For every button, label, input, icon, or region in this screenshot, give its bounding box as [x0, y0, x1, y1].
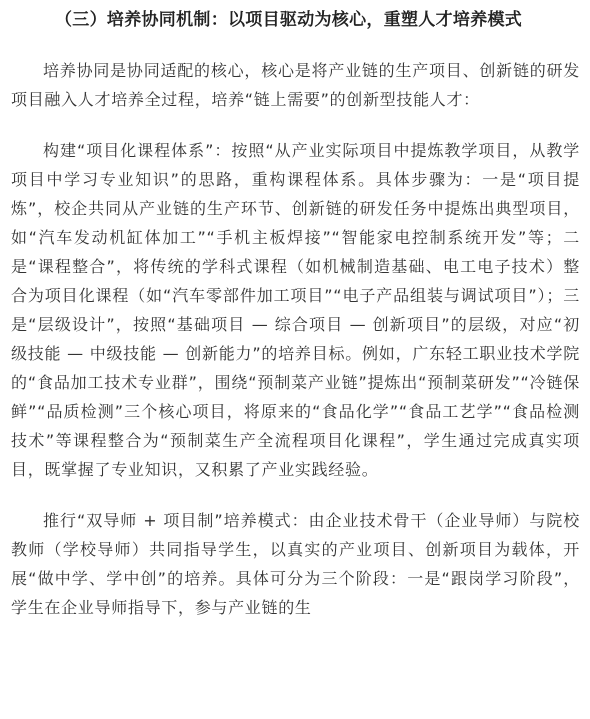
- section-heading: （三）培养协同机制：以项目驱动为核心，重塑人才培养模式: [55, 10, 523, 30]
- paragraph-training-synergy: 培养协同是协同适配的核心，核心是将产业链的生产项目、创新链的研发项目融入人才培养全过程，培养“链上需要”的创新型技能人才：: [11, 61, 580, 109]
- paragraph-project-curriculum: 构建“项目化课程体系”：按照“从产业实际项目中提炼教学项目，从教学项目中学习专业知识”的思路，重构课程体系。具体步骤为：一是“项目提炼”，校企共同从产业链的生产环节、创新链的研发任务中提炼出典型项目，如“汽车发动机缸体加工”“手机主板焊接”“智能家电控制系统开发”等；二是“课程整合”，将传统的学科式课程（如机械制造基础、电工电子技术）整合为项目化课程（如“汽车零部件加工项目”“电子产品组装与调试项目”）；三是“层级设计”，按照“基础项目 — 综合项目 — 创新项目”的层级，对应“初级技能 — 中级技能 — 创新能力”的培养目标。例如，广东轻工职业技术学院的“食品加工技术专业群”，围绕“预制菜产业链”提炼出“预制菜研发”“冷链保鲜”“品质检测”三个核心项目，将原来的“食品化学”“食品工艺学”“食品检测技术”等课程整合为“预制菜生产全流程项目化课程”，学生通过完成真实项目，既掌握了专业知识，又积累了产业实践经验。: [11, 141, 580, 479]
- paragraph-dual-mentor: 推行“双导师 + 项目制”培养模式：由企业技术骨干（企业导师）与院校教师（学校导师）共同指导学生，以真实的产业项目、创新项目为载体，开展“做中学、学中创”的培养。具体可分为三个阶段：一是“跟岗学习阶段”，学生在企业导师指导下，参与产业链的生: [11, 511, 580, 617]
